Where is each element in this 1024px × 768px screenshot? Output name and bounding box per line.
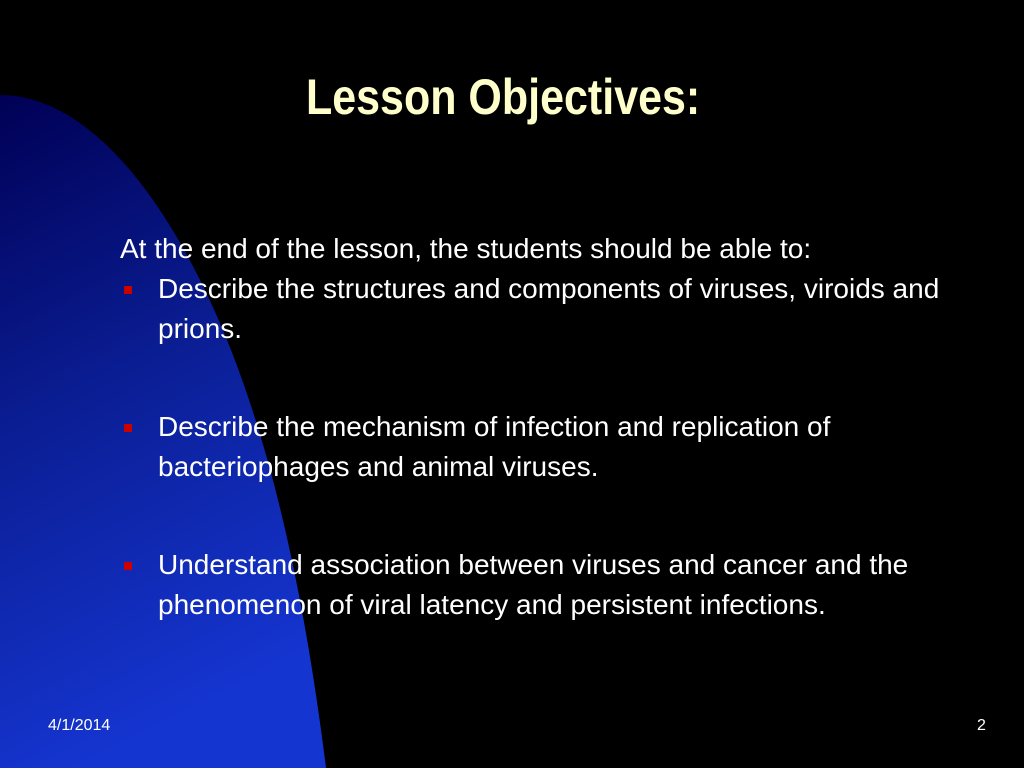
slide-body xyxy=(120,229,1000,625)
slide-number: 2 xyxy=(977,717,986,734)
slide-title: Lesson Objectives: xyxy=(305,69,701,125)
square-bullet-icon xyxy=(124,562,132,570)
objectives-list xyxy=(120,269,1000,625)
objective-text: Describe the structures and components of viruses, viroids and prions. xyxy=(158,273,940,344)
objective-text: Describe the mechanism of infection and replication of bacteriophages and animal viruses. xyxy=(158,411,831,482)
objective-item xyxy=(120,269,1000,349)
objective-item xyxy=(120,407,1000,487)
objective-item xyxy=(120,545,1000,625)
objective-text: Understand association between viruses and cancer and the phenomenon of viral latency and persistent infections. xyxy=(158,549,909,620)
square-bullet-icon xyxy=(124,286,132,294)
intro-text: At the end of the lesson, the students should be able to: xyxy=(120,233,812,264)
square-bullet-icon xyxy=(124,424,132,432)
footer-date: 4/1/2014 xyxy=(48,717,111,734)
